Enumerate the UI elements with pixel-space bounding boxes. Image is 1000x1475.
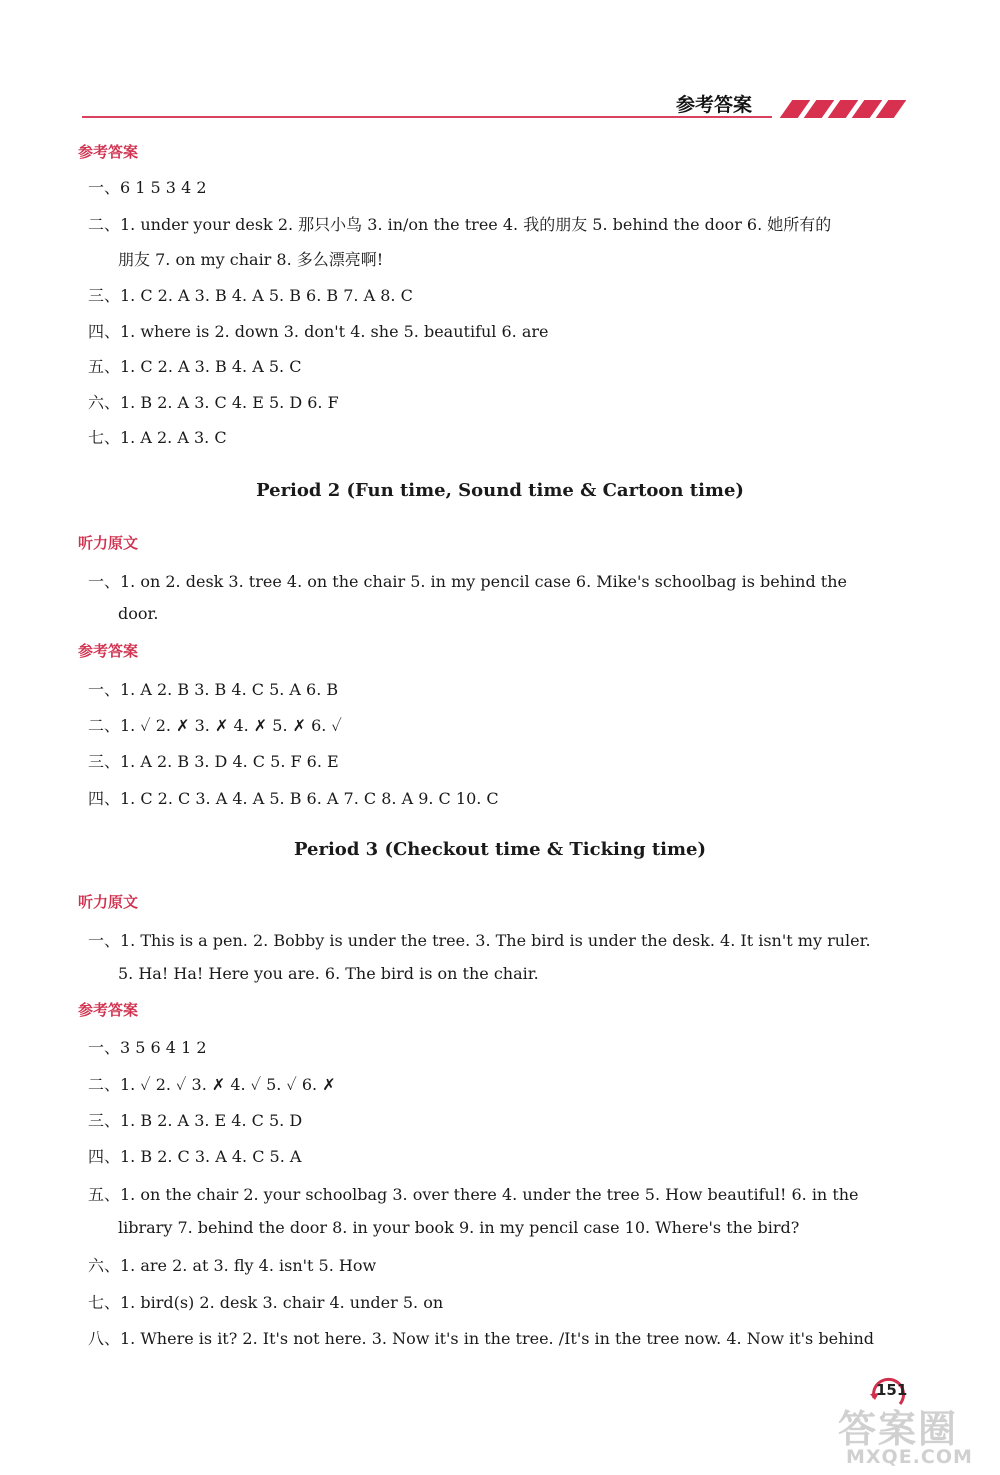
answer-label: 参考答案	[78, 143, 139, 161]
answer-line: 四、1. C 2. C 3. A 4. A 5. B 6. A 7. C 8. A 9. C 10. C	[88, 789, 499, 808]
listening-line: 一、1. This is a pen. 2. Bobby is under the tree. 3. The bird is under the desk. 4. It isn't my ruler.	[88, 931, 871, 950]
watermark-logo	[838, 1398, 973, 1468]
answer-line: 五、1. on the chair 2. your schoolbag 3. over there 4. under the tree 5. How beautiful! 6. in the	[88, 1185, 859, 1204]
answer-label: 参考答案	[78, 1001, 139, 1019]
answer-line: 朋友 7. on my chair 8. 多么漂亮啊!	[118, 250, 384, 269]
watermark-url: MXQE.COM	[846, 1446, 973, 1468]
answer-line: 一、1. A 2. B 3. B 4. C 5. A 6. B	[88, 680, 339, 699]
answer-line: 三、1. A 2. B 3. D 4. C 5. F 6. E	[88, 752, 339, 771]
period-3-title: Period 3 (Checkout time & Ticking time)	[293, 839, 706, 860]
answer-line: 一、6 1 5 3 4 2	[88, 178, 207, 197]
page-header-title: 参考答案	[676, 94, 753, 116]
answer-line: 四、1. B 2. C 3. A 4. C 5. A	[88, 1147, 302, 1166]
listening-label: 听力原文	[78, 534, 139, 552]
answer-line: 三、1. B 2. A 3. E 4. C 5. D	[88, 1111, 303, 1130]
answer-line: 二、1. ✓ 2. ✓ 3. ✗ 4. ✓ 5. ✓ 6. ✗	[88, 1075, 336, 1094]
watermark-text: 答案圈	[838, 1407, 959, 1451]
answer-line: 一、3 5 6 4 1 2	[88, 1038, 207, 1057]
answer-line: 六、1. B 2. A 3. C 4. E 5. D 6. F	[88, 393, 339, 412]
period-2-title: Period 2 (Fun time, Sound time & Cartoon time)	[256, 480, 744, 501]
answer-line: 三、1. C 2. A 3. B 4. A 5. B 6. B 7. A 8. C	[88, 286, 413, 305]
answer-line: library 7. behind the door 8. in your book 9. in my pencil case 10. Where's the bird?	[118, 1218, 800, 1237]
listening-line: door.	[118, 604, 159, 623]
answer-line: 六、1. are 2. at 3. fly 4. isn't 5. How	[88, 1256, 377, 1275]
answer-line: 四、1. where is 2. down 3. don't 4. she 5. beautiful 6. are	[88, 322, 549, 341]
answer-line: 七、1. bird(s) 2. desk 3. chair 4. under 5. on	[88, 1293, 444, 1312]
answer-label: 参考答案	[78, 642, 139, 660]
page-number-text: 151	[876, 1381, 908, 1399]
listening-line: 5. Ha! Ha! Here you are. 6. The bird is on the chair.	[118, 964, 539, 983]
answer-line: 二、1. under your desk 2. 那只小鸟 3. in/on the tree 4. 我的朋友 5. behind the door 6. 她所有的	[88, 215, 832, 234]
listening-line: 一、1. on 2. desk 3. tree 4. on the chair 5. in my pencil case 6. Mike's schoolbag is behind the	[88, 572, 847, 591]
answer-line: 二、1. ✓ 2. ✗ 3. ✗ 4. ✗ 5. ✗ 6. ✓	[88, 716, 342, 735]
answer-line: 五、1. C 2. A 3. B 4. A 5. C	[88, 357, 302, 376]
answer-line: 七、1. A 2. A 3. C	[88, 428, 227, 447]
answer-line: 八、1. Where is it? 2. It's not here. 3. Now it's in the tree. /It's in the tree now. 4. Now it's behind	[88, 1329, 875, 1348]
header-divider	[82, 116, 772, 118]
listening-label: 听力原文	[78, 893, 139, 911]
